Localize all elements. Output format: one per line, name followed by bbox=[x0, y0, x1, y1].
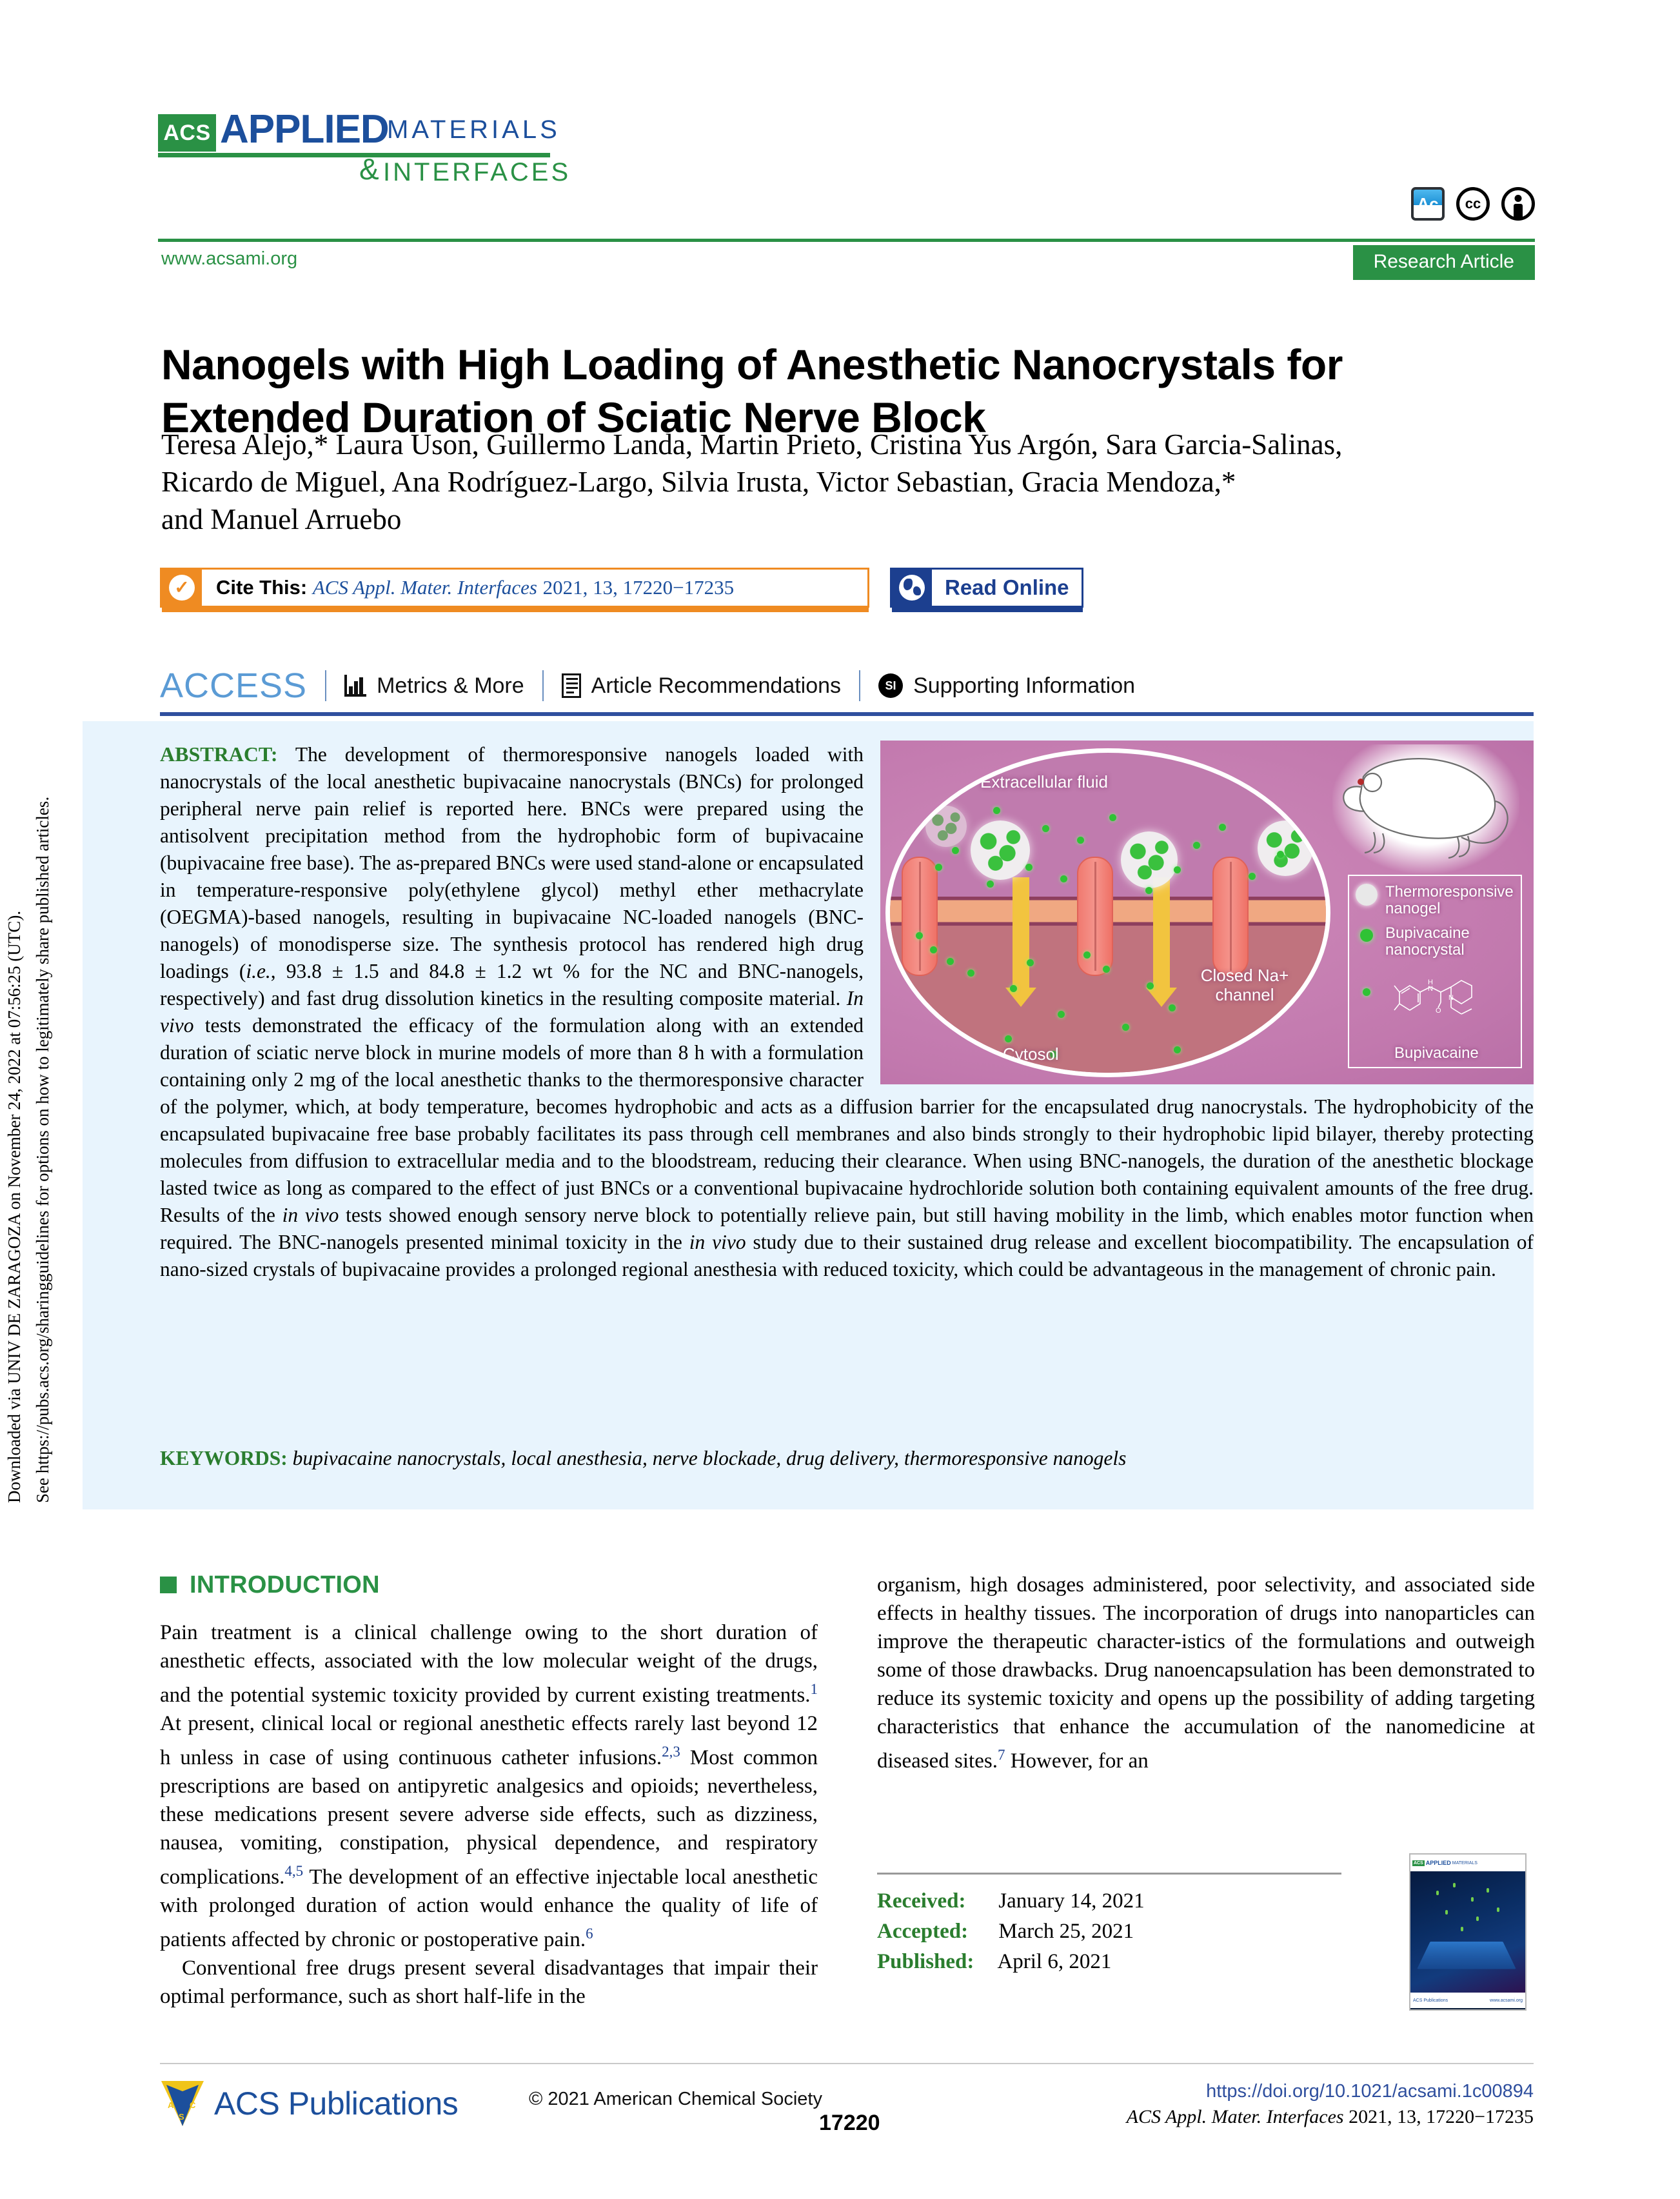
intro-paragraph-3 bbox=[877, 1571, 1535, 1775]
legend-item-nanocrystal bbox=[1356, 925, 1514, 959]
cite-journal-name: ACS Appl. Mater. Interfaces bbox=[312, 576, 537, 599]
doi-link[interactable]: https://doi.org/10.1021/acsami.1c00894 bbox=[1206, 2081, 1534, 2102]
sodium-channel bbox=[902, 857, 938, 976]
legend-nanocrystal-label: Bupivacaine nanocrystal bbox=[1385, 924, 1470, 959]
footer-journal-reference bbox=[1127, 2104, 1534, 2130]
metrics-label: Metrics & More bbox=[377, 673, 524, 698]
intro-p1-seg-b: At present, clinical local or regional anesthetic effects rarely last beyond 12 h unless in case of using continuous catheter infusions. bbox=[160, 1712, 818, 1769]
masthead-ampersand: & bbox=[359, 152, 379, 186]
copyright-notice: © 2021 American Chemical Society bbox=[529, 2089, 822, 2109]
abstract-part-2: tests demonstrated the efficacy of the formulation along with an extended duration of sciatic nerve block in murine models of more than 8 h with a formulation containing only 2 mg of the local anesthetic thanks to the thermoresponsive character of the polymer, which, at body temperature, becomes hydrophobic and acts as a diffusion barrier for the encapsulated drug nanocrystals. The hydrophobicity of the encapsulated bupivacaine free base probably facilitates its pass through cell membranes and also binds strongly to their hydrophobic lipid bilayer, thereby protecting molecules from diffusion to extracellular media and to the bloodstream, reducing their clearance. When using BNC-nanogels, the duration of the anesthetic blockage lasted twice as long as compared to the effect of just BNCs or a conventional bupivacaine hydrochloride solution both containing equivalent amounts of the free drug. Results of the bbox=[160, 1014, 1534, 1226]
received-row bbox=[877, 1886, 1341, 1916]
svg-text:A: A bbox=[168, 2100, 174, 2110]
author-list bbox=[161, 426, 1503, 538]
cover-materials-label: MATERIALS bbox=[1452, 1860, 1477, 1866]
svg-text:C: C bbox=[190, 2100, 196, 2110]
document-list-icon bbox=[562, 673, 581, 698]
cover-thumb-masthead bbox=[1410, 1855, 1525, 1871]
cite-this-text bbox=[202, 576, 734, 599]
svg-text:O: O bbox=[1436, 1007, 1441, 1015]
intro-paragraph-2: Conventional free drugs present several disadvantages that impair their optimal performance, such as short half-life in the bbox=[160, 1956, 818, 2008]
cover-thumb-footer bbox=[1410, 1993, 1525, 2008]
journal-website-link[interactable]: www.acsami.org bbox=[161, 248, 298, 269]
legend-nanogel-label: Thermoresponsive nanogel bbox=[1385, 883, 1514, 917]
masthead-rule bbox=[158, 153, 550, 157]
masthead-divider bbox=[158, 239, 1535, 242]
journal-cover-thumbnail[interactable] bbox=[1409, 1853, 1527, 2011]
recommendations-label: Article Recommendations bbox=[591, 673, 842, 698]
accepted-value: March 25, 2021 bbox=[998, 1920, 1134, 1943]
closed-na-channel-label: Closed Na+ channel bbox=[1200, 966, 1289, 1004]
abstract-italic-1: i.e. bbox=[246, 960, 271, 982]
toolbar-divider bbox=[542, 670, 544, 701]
journal-masthead bbox=[158, 106, 609, 190]
mouse-illustration bbox=[1335, 747, 1516, 870]
toolbar-divider bbox=[859, 670, 860, 701]
nanocrystal-swatch-icon bbox=[1360, 929, 1373, 942]
author-line-3: and Manuel Arruebo bbox=[161, 503, 402, 535]
abstract-italic-3: in vivo bbox=[282, 1204, 339, 1226]
keywords-label: KEYWORDS: bbox=[160, 1447, 288, 1469]
abstract-part-1a: The development of thermoresponsive nanogels loaded with nanocrystals of the local anesthetic bupivacaine nanocrystals (BNCs) for prolonged peripheral nerve pain relief is reported here. BNCs were prepared using the antisolvent precipitation method from the hydrophobic form of bupivacaine (bupivacaine free base). The as-prepared BNCs were used stand-alone or encapsulated in temperature-responsive poly(ethylene glycol) methyl ether methacrylate (OEGMA)-based nanogels, resulting in bupivacaine NC-loaded nanogels (BNC-nanogels) of monodisperse size. The synthesis protocol has rendered high drug loadings ( bbox=[160, 743, 864, 982]
nanogel-particle bbox=[925, 806, 967, 847]
legend-item-bupivacaine bbox=[1356, 966, 1514, 1026]
nanogel-particle bbox=[1121, 831, 1178, 888]
citation-ref[interactable]: 2,3 bbox=[662, 1744, 680, 1760]
check-circle-icon: ✓ bbox=[162, 570, 202, 606]
keywords-line bbox=[160, 1447, 1534, 1470]
page-title: Nanogels with High Loading of Anesthetic Nanocrystals for Extended Duration of Sciatic Nerve Block bbox=[161, 341, 1343, 442]
cover-applied-label: APPLIED bbox=[1425, 1860, 1451, 1866]
cover-plate-shape bbox=[1417, 1942, 1516, 1969]
intro-paragraph-1 bbox=[160, 1618, 818, 1954]
intro-p1-seg-d: The development of an effective injectable local anesthetic with prolonged duration of action would enhance the quality of life of patients affected by chronic or postoperative pain. bbox=[160, 1866, 818, 1951]
supporting-label: Supporting Information bbox=[913, 673, 1136, 698]
cytosol-label: Cytosol bbox=[1003, 1044, 1059, 1064]
citation-ref[interactable]: 6 bbox=[586, 1925, 593, 1942]
abstract-part-3: tests showed enough sensory nerve block to potentially relieve pain, but still having mobility in the limb, which enables motor function when required. The BNC-nanogels presented minimal toxicity in the bbox=[160, 1204, 1534, 1253]
author-line-1: Teresa Alejo,* Laura Uson, Guillermo Landa, Martin Prieto, Cristina Yus Argón, Sara Garcia-Salinas, bbox=[161, 428, 1343, 461]
diffusion-arrow bbox=[1153, 877, 1170, 990]
keywords-list: bupivacaine nanocrystals, local anesthesia, nerve blockade, drug delivery, thermoresponsive nanogels bbox=[292, 1447, 1127, 1469]
published-label: Published: bbox=[877, 1950, 974, 1973]
acs-publications-logo bbox=[160, 2078, 458, 2129]
intro-p1-seg-a: Pain treatment is a clinical challenge owing to the short duration of anesthetic effects, associated with the low molecular weight of the drugs, and the potential systemic toxicity provided by current existing treatments. bbox=[160, 1621, 818, 1707]
nanogel-particle bbox=[1258, 821, 1313, 876]
masthead-interfaces: INTERFACES bbox=[383, 158, 571, 186]
svg-text:N: N bbox=[1428, 985, 1433, 993]
introduction-heading-label: INTRODUCTION bbox=[190, 1571, 380, 1598]
creative-commons-icon[interactable]: cc bbox=[1456, 187, 1490, 221]
svg-text:S: S bbox=[179, 2112, 184, 2122]
bar-chart-icon bbox=[344, 675, 366, 697]
footer-divider bbox=[160, 2063, 1534, 2064]
drug-molecule-dot-icon bbox=[1363, 988, 1370, 996]
cover-acs-badge: ACS bbox=[1414, 1860, 1423, 1866]
sodium-channel bbox=[1212, 857, 1249, 976]
cover-thumb-artwork bbox=[1410, 1871, 1525, 1993]
cover-website-label: www.acsami.org bbox=[1490, 1998, 1523, 2003]
bupivacaine-structure-icon bbox=[1385, 966, 1488, 1026]
metrics-and-more-link[interactable] bbox=[344, 673, 524, 699]
toc-graphic bbox=[880, 741, 1534, 1084]
license-icon-group bbox=[1411, 187, 1535, 221]
nanogel-swatch-icon bbox=[1356, 884, 1378, 906]
publication-dates bbox=[877, 1873, 1341, 1977]
toolbar-divider bbox=[325, 670, 326, 701]
svg-text:N: N bbox=[1448, 994, 1454, 1002]
article-type-badge: Research Article bbox=[1353, 245, 1535, 280]
svg-text:H: H bbox=[1428, 979, 1433, 986]
intro-p1-seg-c: Most common prescriptions are based on antipyretic analgesics and opioids; nevertheless, these medications present severe adverse side effects, such as dizziness, nausea, vomiting, constipation, physical dependence, and respiratory complications. bbox=[160, 1746, 818, 1889]
introduction-column-right bbox=[877, 1571, 1535, 1775]
received-label: Received: bbox=[877, 1889, 966, 1913]
download-notice-line: Downloaded via UNIV DE ZARAGOZA on November 24, 2022 at 07:56:25 (UTC). bbox=[5, 910, 24, 1503]
access-toolbar bbox=[160, 664, 1534, 707]
read-online-label: Read Online bbox=[945, 575, 1069, 599]
abstract-part-1b: , 93.8 ± 1.5 and 84.8 ± 1.2 wt % for the NC and BNC-nanogels, respectively) and fast drug dissolution kinetics in the resulting composite material. bbox=[160, 960, 864, 1010]
intro-p3-seg-a: organism, high dosages administered, poor selectivity, and associated side effects in healthy tissues. The incorporation of drugs into nanoparticles can improve the therapeutic character-istics of the formulations and outweigh some of those drawbacks. Drug nanoencapsulation has been demonstrated to reduce its systemic toxicity and opens up the possibility of adding targeting characteristics that enhance the accumulation of the nanomedicine at diseased sites. bbox=[877, 1573, 1535, 1773]
section-heading-introduction bbox=[160, 1571, 818, 1599]
acs-logo-badge: ACS bbox=[158, 114, 216, 152]
footer-journal-volume: 2021, 13, 17220−17235 bbox=[1343, 2106, 1534, 2127]
citation-ref[interactable]: 4,5 bbox=[284, 1863, 304, 1879]
footer-journal-name: ACS Appl. Mater. Interfaces bbox=[1126, 2106, 1344, 2127]
received-value: January 14, 2021 bbox=[998, 1889, 1145, 1913]
cell-membrane-diagram bbox=[885, 748, 1330, 1077]
diffusion-arrow bbox=[1013, 877, 1029, 990]
read-online-button[interactable] bbox=[890, 568, 1083, 608]
abstract-italic-2: In vivo bbox=[160, 987, 864, 1037]
abstract-part-4: study due to their sustained drug release and excellent biocompatibility. The encapsulation of nano-sized crystals of bupivacaine provides a prolonged regional anesthesia with reduced toxicity, which could be advantageous in the management of chronic pain. bbox=[160, 1231, 1534, 1280]
globe-icon bbox=[892, 570, 932, 606]
access-divider bbox=[160, 712, 1534, 716]
citation-ref[interactable]: 7 bbox=[997, 1747, 1005, 1763]
sharing-guidelines-line: See https://pubs.acs.org/sharingguidelines for options on how to legitimately share published articles. bbox=[33, 796, 52, 1503]
toc-legend bbox=[1348, 875, 1522, 1068]
acs-publications-label: ACS Publications bbox=[214, 2085, 459, 2122]
introduction-column-left bbox=[160, 1571, 818, 2011]
section-marker-icon bbox=[160, 1577, 177, 1593]
article-recommendations-link[interactable] bbox=[562, 673, 841, 699]
cite-reference: 2021, 13, 17220−17235 bbox=[542, 576, 735, 599]
acs-triangle-icon bbox=[160, 2078, 205, 2129]
legend-bupivacaine-label: Bupivacaine bbox=[1394, 1044, 1479, 1062]
sodium-channel bbox=[1077, 857, 1113, 976]
legend-item-nanogel bbox=[1356, 884, 1514, 917]
supporting-information-link[interactable] bbox=[878, 673, 1135, 699]
author-line-2: Ricardo de Miguel, Ana Rodríguez-Largo, Silvia Irusta, Victor Sebastian, Gracia Mendoza,* bbox=[161, 466, 1236, 498]
cc-attribution-icon[interactable] bbox=[1501, 187, 1535, 221]
acs-authorchoice-icon[interactable]: Ac bbox=[1411, 187, 1445, 221]
published-value: April 6, 2021 bbox=[997, 1950, 1112, 1973]
abstract-label: ABSTRACT: bbox=[160, 742, 278, 766]
published-row bbox=[877, 1947, 1341, 1977]
cover-publisher-label: ACS Publications bbox=[1413, 1998, 1448, 2003]
citation-ref[interactable]: 1 bbox=[810, 1681, 818, 1697]
abstract-italic-4: in vivo bbox=[689, 1231, 746, 1253]
cite-this-label: Cite This: bbox=[216, 576, 308, 599]
extracellular-fluid-label: Extracellular fluid bbox=[980, 772, 1108, 791]
intro-p3-seg-b: However, for an bbox=[1005, 1749, 1149, 1773]
masthead-applied: APPLIED bbox=[220, 107, 389, 152]
accepted-label: Accepted: bbox=[877, 1920, 969, 1943]
nanogel-particle bbox=[971, 821, 1030, 880]
page-number: 17220 bbox=[819, 2111, 880, 2135]
accepted-row bbox=[877, 1916, 1341, 1947]
supporting-info-icon: SI bbox=[878, 673, 903, 698]
access-label[interactable]: ACCESS bbox=[160, 666, 308, 705]
cite-this-box[interactable] bbox=[160, 568, 869, 608]
masthead-materials: MATERIALS bbox=[387, 115, 560, 144]
